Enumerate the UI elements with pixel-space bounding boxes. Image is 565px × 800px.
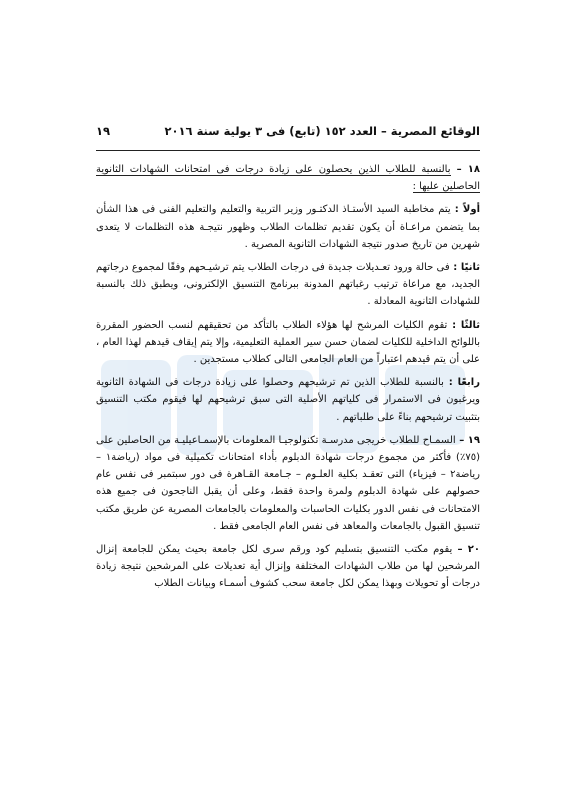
paragraph-20 [96,541,480,593]
paragraph-lead: ثالثًا : [447,319,480,331]
paragraph-lead: ١٩ – [455,434,480,446]
paragraph-text: تقوم الكليات المرشح لها هؤلاء الطلاب بالتأكد من تحقيقهم لنسب الحضور المقررة باللوائح الداخلية للكليات لضمان حسن سير العملية التعليمية، وإلا يتم إيقاف قيدهم لهذا العام ، على أن يتم قيدهم اعتباراً من العام الجامعى التالى كطلاب مستجدين . [96,319,480,366]
paragraph-18-fourth [96,374,480,426]
header-rule [96,150,480,151]
paragraph-text: فى حالة ورود تعـديلات جديدة فى درجات الطلاب يتم ترشيـحهم وفقًا لمجموع درجاتهم الجديد، مع مراعاة ترتيب رغباتهم المدونة ببرنامج التنسيق الإلكترونى، ويطبق ذلك بالنسبة للشهادات الثانوية المعادلة . [96,262,480,308]
paragraph-lead: أولاً : [450,204,480,216]
paragraph-lead: ١٨ – [450,164,480,175]
page-number: ١٩ [96,124,111,138]
paragraph-18 [96,161,480,195]
paragraph-18-first [96,201,480,253]
paragraph-lead: رابعًا : [443,377,480,389]
paragraph-19 [96,432,480,535]
paragraph-text: بالنسبة للطلاب الذين يحصلون على زيادة درجات فى امتحانات الشهادات الثانوية الحاصلين عليها : [96,164,480,193]
page-header [96,124,480,144]
paragraph-text: يقوم مكتب التنسيق بتسليم كود ورقم سرى لكل جامعة بحيث يمكن للجامعة إنزال المرشحين لها من طلاب الشهادات المختلفة وإنزال أية تعديلات على المرشحين نتيجة زيادة درجات أو تحويلات وبهذا يمكن لكل جامعة سحب كشوف أسمـاء وبيانات الطلاب [96,544,480,590]
paragraph-text: يتم مخاطبة السيد الأستـاذ الدكتـور وزير التربية والتعليم والتعليم الفنى فى هذا الشأن بما يتضمن مراعـاة أن يكون تقديم تظلمات الطلاب وظهور نتيجـة هذه التظلمات لا يتعدى شهرين من تاريخ صدور نتيجة الشهادات الثانوية المصرية . [96,204,480,250]
document-page [96,124,480,599]
header-title: الوقائع المصرية – العدد ١٥٢ (تابع) فى ٣ يولية سنة ٢٠١٦ [164,124,480,138]
paragraph-lead: ٢٠ – [452,544,480,556]
paragraph-18-third [96,317,480,369]
paragraph-lead: ثانيًا : [449,262,480,274]
paragraph-18-second [96,259,480,311]
paragraph-text: بالنسبة للطلاب الذين تم ترشيحهم وحصلوا على زيادة درجات فى الشهادة الثانوية ويرغبون فى الاستمرار فى كلياتهم الأصلية التى سبق ترشيحهم لها فيقوم مكتب التنسيق بتثبيت ترشيحهم بناءً على طلباتهم . [96,377,480,423]
paragraph-text: السمـاح للطلاب خريجى مدرسـة تكنولوجيـا المعلومات بالإسمـاعيليـة من الحاصلين على (٧٥٪) فأكثر من مجموع درجات شهادة الدبلوم بأداء امتحانات تكميلية فى مواد (رياضة١ – رياضة٢ – فيزياء) التى تعقـد بكلية العلـوم – جـامعة القـاهرة فى دور سبتمبر فى نفس عام حصولهم على شهادة الدبلوم ولمرة واحدة فقط، وعلى أن يقبل الناجحون فى جميع هذه الامتحانات فى نفس الدور بكليات الحاسبات والمعلومات بالجامعات المصرية عن طريق مكتب تنسيق القبول بالجامعات والمعاهد فى نفس العام الجامعى فقط . [96,434,480,532]
